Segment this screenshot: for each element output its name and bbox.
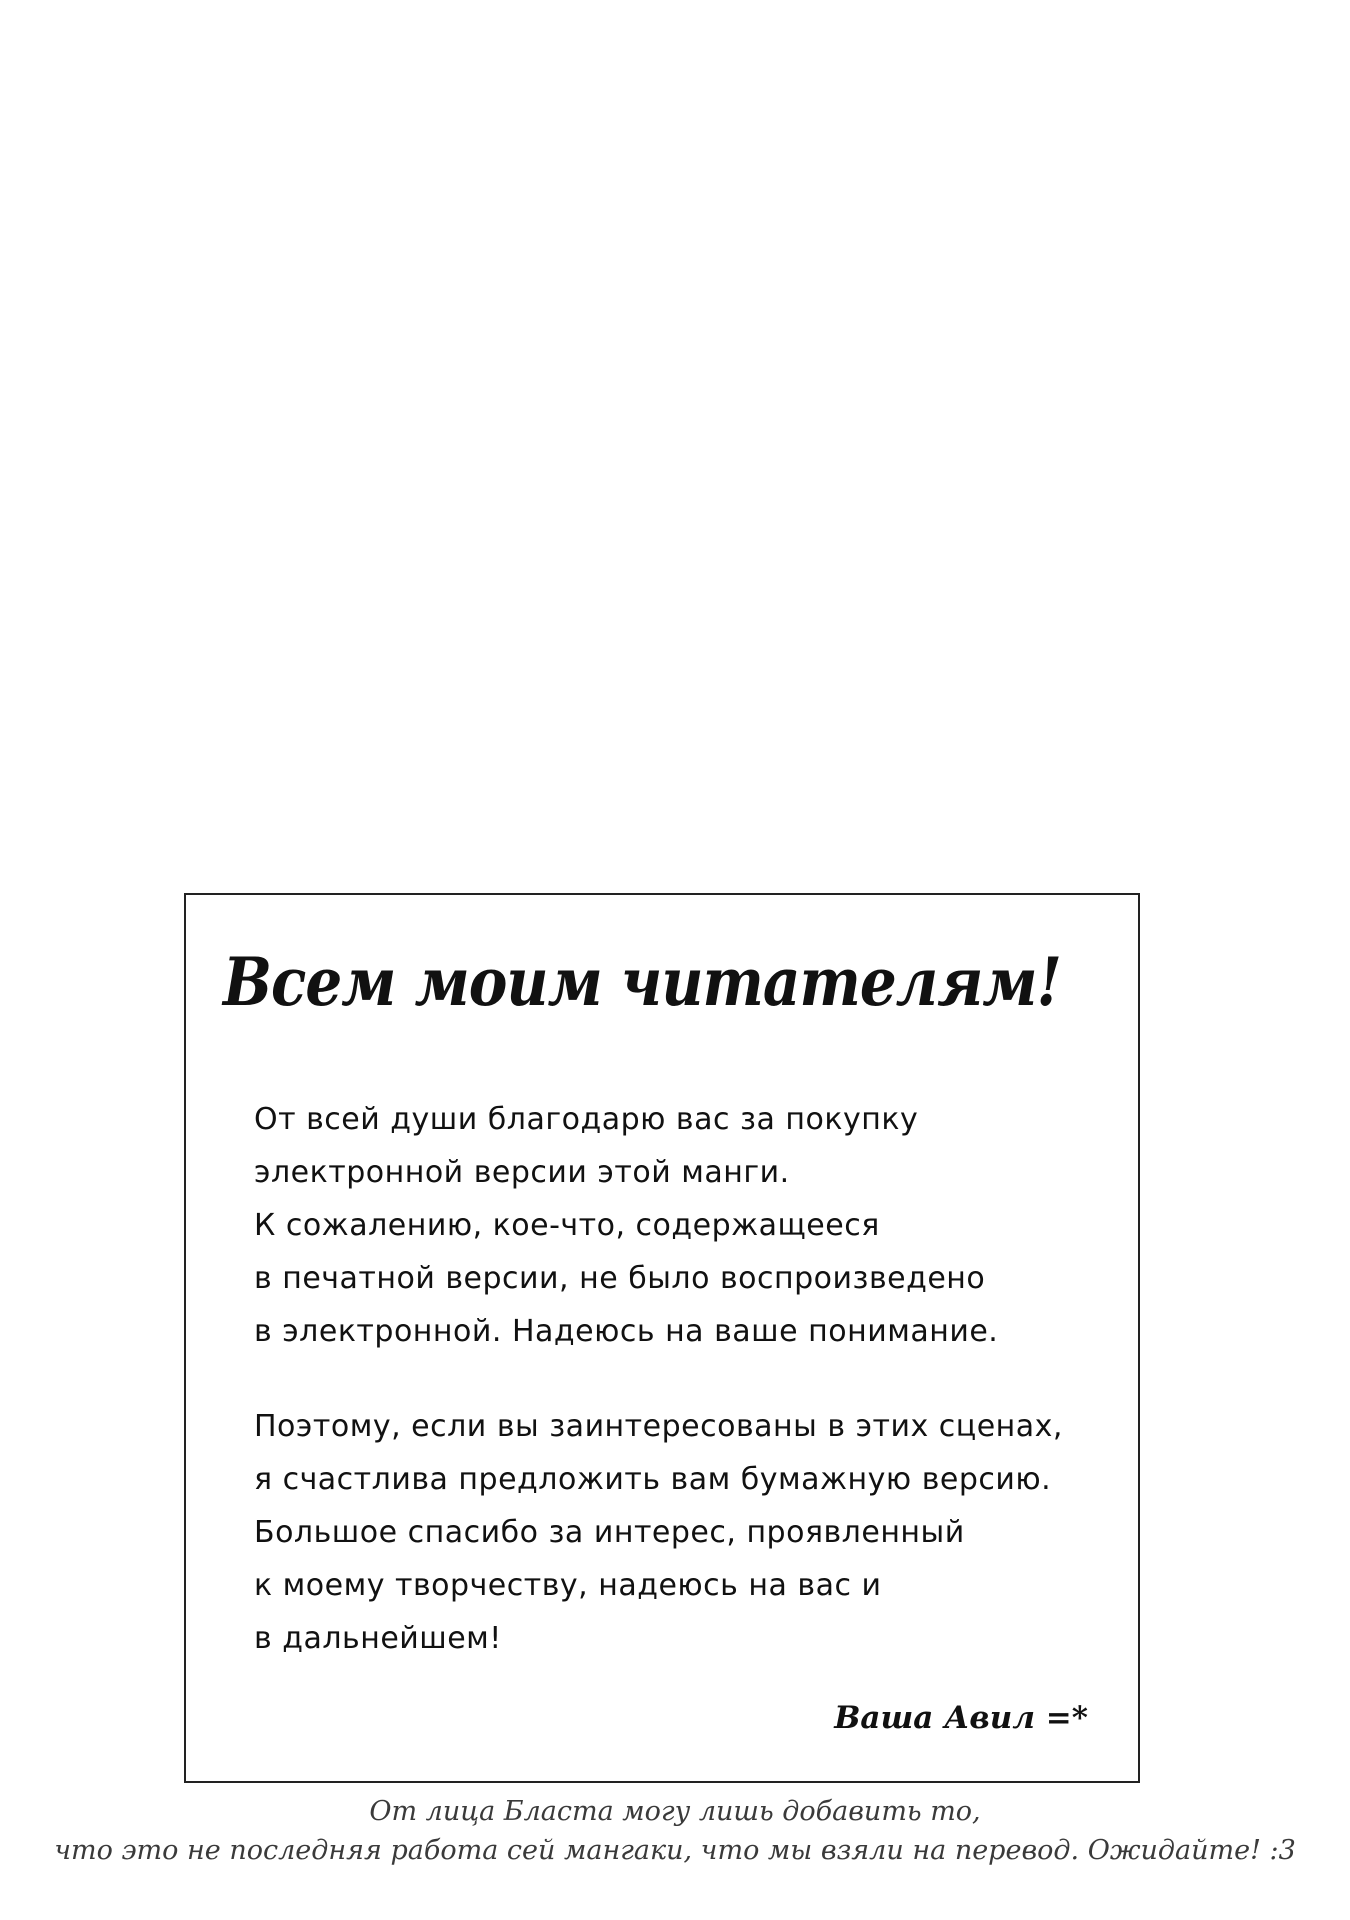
note-line: электронной версии этой манги. [254,1155,790,1190]
note-signature: Ваша Авил =* [834,1700,1088,1736]
note-line: в печатной версии, не было воспроизведено [254,1261,986,1296]
note-line: в дальнейшем! [254,1621,502,1656]
note-paragraph-2 [254,1400,1104,1665]
translator-note [0,1792,1350,1870]
translator-note-line: что это не последняя работа сей мангаки, что мы взяли на перевод. Ожидайте! :3 [54,1835,1296,1866]
note-title: Всем моим читателям! [223,943,1061,1022]
translator-note-line: От лица Бласта могу лишь добавить то, [369,1796,981,1827]
note-line: я счастлива предложить вам бумажную версию. [254,1462,1052,1497]
note-line: Большое спасибо за интерес, проявленный [254,1515,965,1550]
note-line: От всей души благодарю вас за покупку [254,1102,919,1137]
author-note-box [184,893,1140,1783]
note-line: К сожалению, кое-что, содержащееся [254,1208,880,1243]
note-paragraph-1 [254,1093,1104,1358]
note-line: в электронной. Надеюсь на ваше понимание. [254,1314,999,1349]
note-line: к моему творчеству, надеюсь на вас и [254,1568,882,1603]
note-line: Поэтому, если вы заинтересованы в этих сценах, [254,1409,1063,1444]
